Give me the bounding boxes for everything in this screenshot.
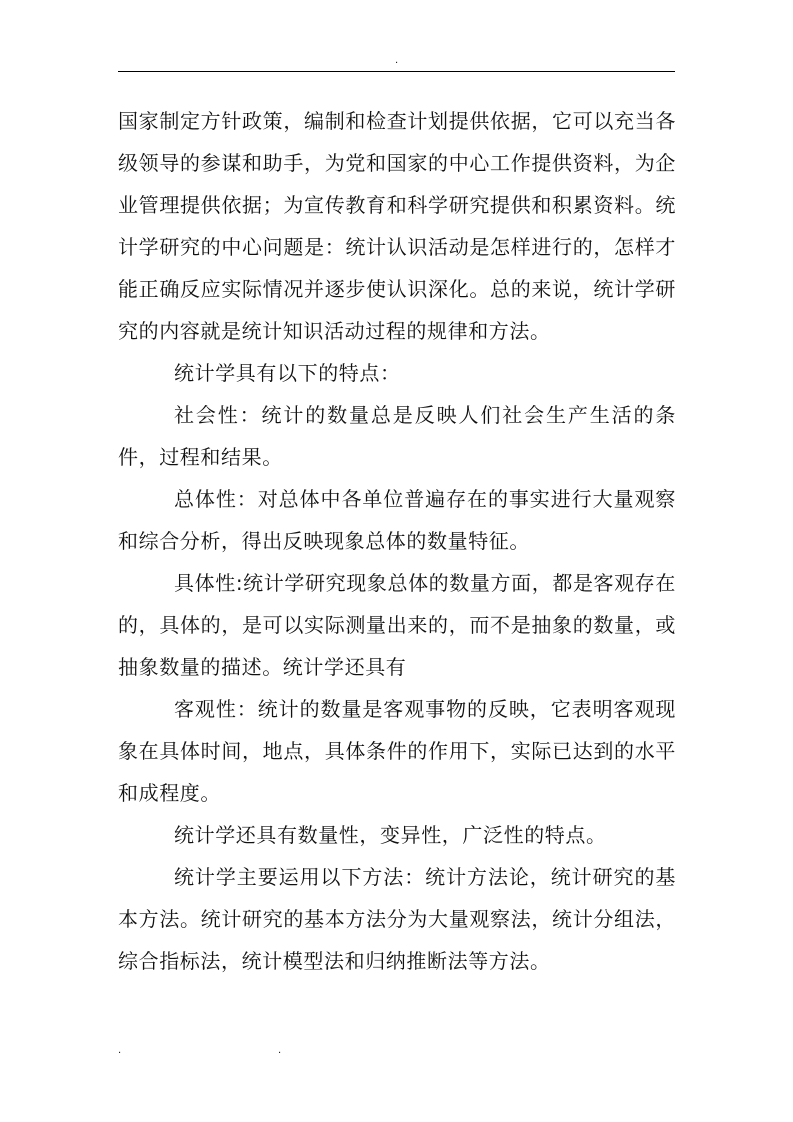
paragraph-totality: 总体性：对总体中各单位普遍存在的事实进行大量观察和综合分析，得出反映现象总体的数量特征。 [118, 487, 676, 553]
document-body [118, 100, 676, 982]
paragraph-continuation: 国家制定方针政策，编制和检查计划提供依据，它可以充当各级领导的参谋和助手，为党和国家的中心工作提供资料，为企业管理提供依据；为宣传教育和科学研究提供和积累资料。统计学研究的中心问题是：统计认识活动是怎样进行的，怎样才能正确反应实际情况并逐步使认识深化。总的来说，统计学研究的内容就是统计知识活动过程的规律和方法。 [118, 109, 676, 343]
header-rule [118, 71, 675, 72]
paragraph-concreteness: 具体性:统计学研究现象总体的数量方面，都是客观存在的，具体的，是可以实际测量出来的，而不是抽象的数量，或抽象数量的描述。统计学还具有 [118, 571, 676, 679]
paragraph-other-features: 统计学还具有数量性，变异性，广泛性的特点。 [174, 823, 607, 847]
paragraph-methods: 统计学主要运用以下方法：统计方法论，统计研究的基本方法。统计研究的基本方法分为大量观察法，统计分组法，综合指标法，统计模型法和归纳推断法等方法。 [118, 865, 676, 973]
paragraph-objectivity: 客观性：统计的数量是客观事物的反映，它表明客观现象在具体时间，地点，具体条件的作用下，实际已达到的水平和成程度。 [118, 697, 676, 805]
paragraph-social: 社会性：统计的数量总是反映人们社会生产生活的条件，过程和结果。 [118, 403, 676, 469]
header-mark: . [395, 55, 399, 66]
paragraph-features-intro: 统计学具有以下的特点： [174, 361, 401, 385]
footer-mark-left: . [118, 1045, 122, 1056]
footer-mark-right: . [278, 1045, 282, 1056]
